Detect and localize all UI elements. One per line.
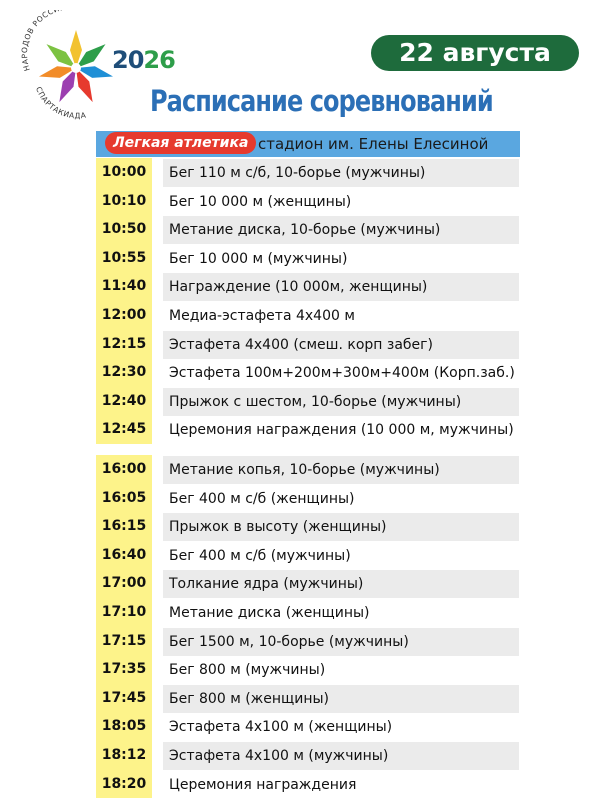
event-cell: Церемония награждения: [169, 776, 357, 793]
event-cell: Метание копья, 10-борье (мужчины): [163, 456, 519, 484]
time-cell: 17:35: [101, 661, 147, 678]
event-cell: Бег 110 м с/б, 10-борье (мужчины): [163, 159, 519, 187]
logo-year: [112, 46, 175, 74]
svg-text:СПАРТАКИАДА: СПАРТАКИАДА: [34, 85, 87, 120]
time-cell: 16:15: [101, 518, 147, 535]
page-title: Расписание соревнований: [150, 84, 493, 118]
time-cell: 17:10: [101, 604, 147, 620]
time-cell: 12:45: [101, 421, 147, 438]
event-cell: Бег 800 м (мужчины): [169, 662, 326, 679]
event-cell: Бег 10 000 м (женщины): [169, 193, 352, 210]
event-cell: Бег 1500 м, 10-борье (мужчины): [163, 628, 519, 656]
time-cell: 10:55: [101, 249, 147, 266]
time-cell: 18:20: [101, 775, 147, 792]
event-cell: Прыжок в высоту (женщины): [163, 513, 519, 541]
event-cell: Бег 10 000 м (мужчины): [169, 250, 348, 267]
time-cell: 17:45: [101, 689, 147, 706]
event-cell: Толкание ядра (мужчины): [163, 570, 519, 598]
time-cell: 18:05: [101, 718, 147, 735]
time-cell: 12:15: [101, 335, 147, 352]
time-cell: 16:40: [101, 546, 147, 563]
event-cell: Эстафета 100м+200м+300м+400м (Корп.заб.): [169, 365, 515, 382]
event-cell: Бег 400 м с/б (мужчины): [169, 547, 351, 564]
time-cell: 16:05: [101, 489, 147, 506]
time-cell: 17:00: [101, 575, 147, 592]
event-cell: Метание диска (женщины): [169, 605, 370, 621]
event-cell: Бег 400 м с/б (женщины): [169, 490, 355, 507]
event-cell: Эстафета 4х400 (смеш. корп забег): [163, 331, 519, 359]
time-cell: 18:12: [101, 747, 147, 763]
event-cell: Церемония награждения (10 000 м, мужчины): [169, 422, 514, 439]
venue-label: стадион им. Елены Елесиной: [258, 135, 489, 153]
time-cell: 11:40: [101, 278, 147, 295]
logo-year-part-a: 20: [112, 46, 144, 74]
time-cell: 10:50: [101, 221, 147, 238]
time-cell: 10:00: [101, 164, 147, 180]
time-cell: 17:15: [101, 632, 147, 649]
block2-time-column: [96, 455, 152, 798]
event-cell: Прыжок с шестом, 10-борье (мужчины): [163, 388, 519, 416]
spartakiad-logo: [14, 10, 175, 120]
time-cell: 12:00: [101, 307, 147, 323]
event-cell: Награждение (10 000м, женщины): [163, 273, 519, 301]
svg-text:НАРОДОВ РОССИИ: НАРОДОВ РОСС: [19, 10, 56, 73]
date-badge: 22 августа: [371, 35, 579, 71]
logo-year-part-b: 26: [143, 46, 175, 74]
time-cell: 12:40: [101, 392, 147, 409]
event-cell: Эстафета 4х100 м (женщины): [169, 719, 393, 736]
sport-badge: Легкая атлетика: [105, 132, 256, 154]
event-cell: Медиа-эстафета 4х400 м: [169, 308, 355, 324]
time-cell: 12:30: [101, 364, 147, 381]
time-cell: 16:00: [101, 461, 147, 477]
time-cell: 10:10: [101, 192, 147, 209]
event-cell: Бег 800 м (женщины): [163, 685, 519, 713]
block1-time-column: [96, 158, 152, 444]
event-cell: Метание диска, 10-борье (мужчины): [163, 216, 519, 244]
event-cell: Эстафета 4х100 м (мужчины): [163, 742, 519, 770]
